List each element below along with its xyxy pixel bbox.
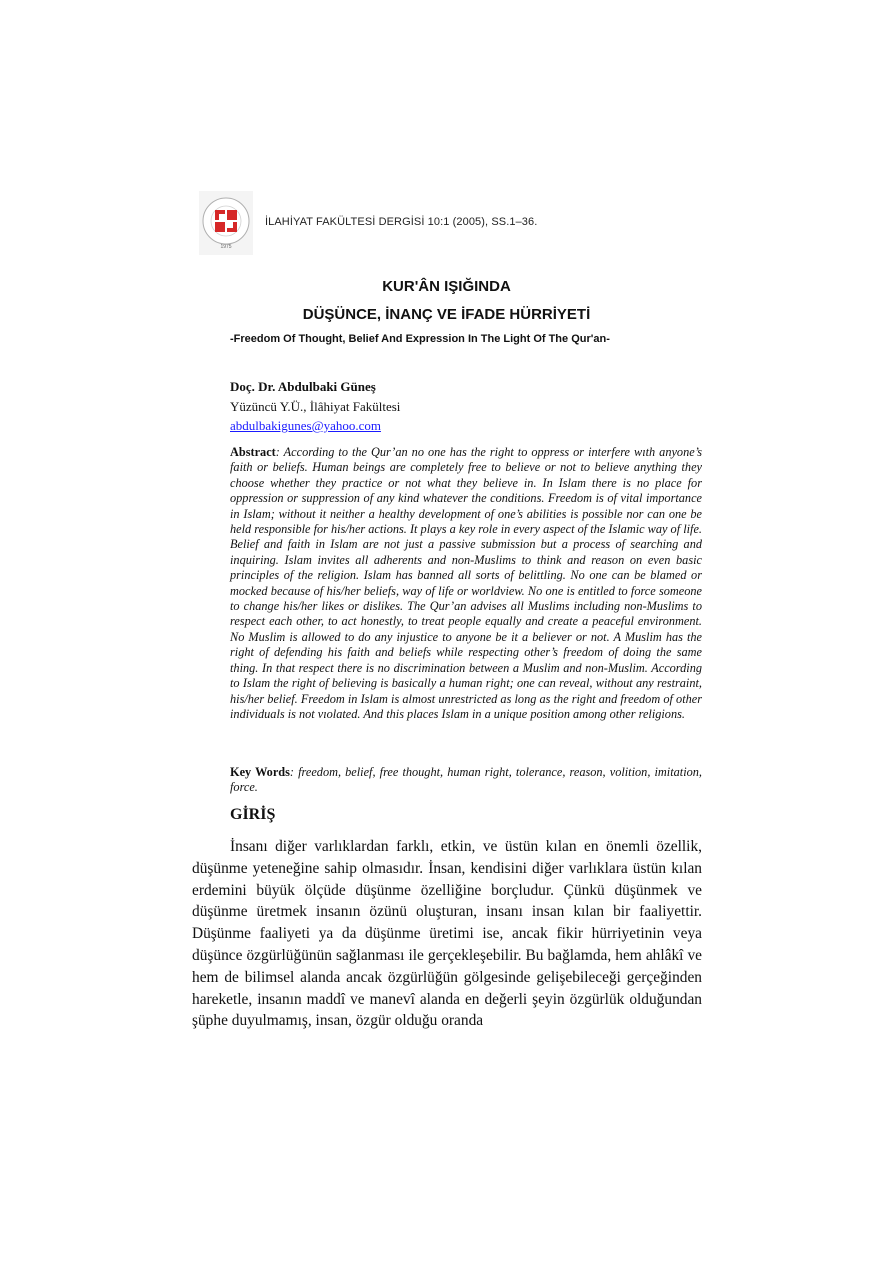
abstract-text: : According to the Qur’an no one has the right to oppress or interfere wıth anyone’s faith or beliefs. Human beings are completely free to believe or not to believe anything they choose whether they practice or not what they believe in. In Islam there is no place for oppression or suppression of any kind whatever the conditions. Freedom is of vital importance in Islam; without it neither a healthy development of one’s abilities is possible nor can one be held responsible for his/her actions. It plays a key role in every aspect of the Islamic way of life. Belief and faith in Islam are not just a passive submission but a process of searching and inquiring. Islam invites all adherents and non-Muslims to think and reason on even basic principles of the religion. Islam has banned all sorts of belittling. No one can be blamed or mocked because of his/her beliefs, way of life or worldview. No one is entitled to force someone to change his/her likes or dislikes. The Qur’an advises all Muslims including non-Muslims to respect each other, to act honestly, to treat people equally and create a peaceful environment. No Muslim is allowed to do any injustice to anyone be it a believer or not. A Muslim has the right of defending his faith and beliefs while respecting other’s freedom of doing the same thing. In that respect there is no discrimination between a Muslim and non-Muslim. According to Islam the right of believing is basically a human right; one can reveal, without any restraint, his/her belief. Freedom in Islam is almost unrestricted as long as the right and freedom of other individuals is not vıolated. And this places Islam in a unique position among other religions. <box>230 445 702 721</box>
university-logo <box>199 191 253 255</box>
article-title-line-2: DÜŞÜNCE, İNANÇ VE İFADE HÜRRİYETİ <box>302 306 591 323</box>
abstract-label: Abstract <box>230 445 276 459</box>
keywords <box>230 765 702 796</box>
section-heading: GİRİŞ <box>230 806 276 823</box>
article-title-line-1: KUR'ÂN IŞIĞINDA <box>382 278 511 295</box>
intro-paragraph: İnsanı diğer varlıklardan farklı, etkin, ve üstün kılan en önemli özellik, düşünme yeteneğine sahip olmasıdır. İnsan, kendisini diğer varlıklara üstün kılan erdemini büyük ölçüde düşünme özelliğine borçludur. Çünkü düşünmek ve düşünme üretmek insanın özünü oluşturan, insanı insan kılan bir faaliyettir. Düşünme faaliyeti ya da düşünme üretimi ise, ancak fikir hürriyetinin veya düşünce özgürlüğünün sağlanması ile gerçekleşebilir. Bu bağlamda, hem ahlâkî ve hem de bilimsel alanda ancak özgürlüğün gölgesinde gelişebileceği gerçeğinden hareketle, insanın maddî ve manevî alanda en değerli şeyin özgürlük olduğundan şüphe duyulmamış, insan, özgür olduğu oranda <box>192 838 702 1030</box>
author-name: Doç. Dr. Abdulbaki Güneş <box>230 379 376 394</box>
author-affiliation: Yüzüncü Y.Ü., İlâhiyat Fakültesi <box>230 399 401 414</box>
keywords-label: Key Words <box>230 765 290 779</box>
author-email-link[interactable]: abdulbakigunes@yahoo.com <box>230 418 381 433</box>
abstract <box>230 445 702 722</box>
journal-citation: İLAHİYAT FAKÜLTESİ DERGİSİ 10:1 (2005), SS.1–36. <box>265 216 538 228</box>
keywords-text: : freedom, belief, free thought, human right, tolerance, reason, volition, imitation, force. <box>230 765 702 795</box>
article-subtitle: -Freedom Of Thought, Belief And Expression In The Light Of The Qur'an- <box>230 333 610 345</box>
seal-year: 1975 <box>220 244 232 250</box>
university-seal-icon <box>199 191 253 255</box>
